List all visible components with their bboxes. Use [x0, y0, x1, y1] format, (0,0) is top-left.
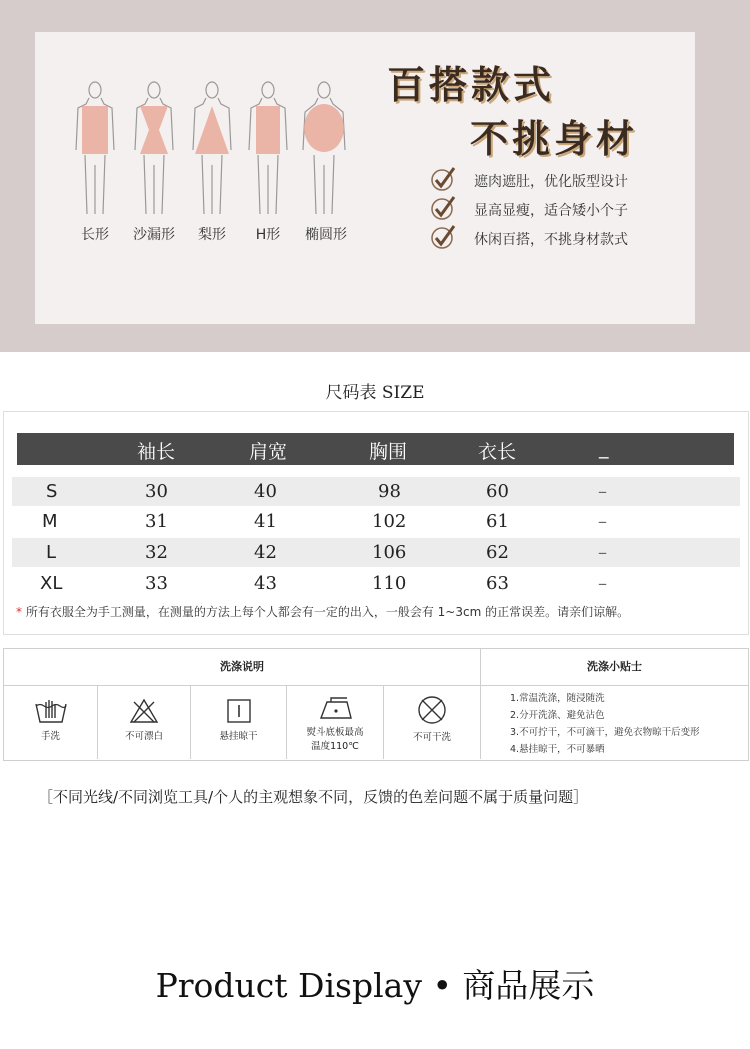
body-type-label: 梨形	[198, 227, 226, 243]
headline-1: 百搭款式	[387, 63, 556, 107]
length-cell: 62	[486, 542, 509, 563]
header-sleeve: 袖长	[137, 441, 176, 463]
care-tip: 2.分开洗涤、避免沾色	[510, 710, 605, 721]
body-figure-h-icon	[243, 80, 293, 220]
sleeve-cell: 32	[145, 542, 168, 563]
banner	[0, 0, 750, 352]
body-type-label: H形	[255, 227, 281, 243]
product-display-heading: Product Display • 商品展示	[155, 966, 595, 1005]
shoulder-cell: 40	[254, 481, 277, 502]
checkmark-icon	[430, 223, 458, 251]
care-item	[287, 686, 384, 759]
feature-text: 休闲百搭，不挑身材款式	[474, 232, 628, 248]
size-table-header	[17, 433, 734, 465]
measurement-note	[16, 603, 629, 620]
size-cell: S	[46, 481, 58, 502]
care-label-2: 温度110℃	[311, 741, 359, 752]
feature-text: 遮肉遮肚，优化版型设计	[474, 174, 628, 190]
body-type-label: 沙漏形	[133, 227, 175, 243]
sleeve-cell: 31	[145, 511, 168, 532]
body-figure-pear-icon	[187, 80, 237, 220]
size-cell: M	[42, 511, 58, 532]
care-tips-title: 洗涤小贴士	[481, 649, 748, 686]
length-cell: 63	[486, 573, 509, 594]
care-label: 不可干洗	[412, 732, 451, 743]
checkmark-icon	[430, 194, 458, 222]
body-type-label: 椭圆形	[305, 227, 347, 243]
length-cell: 61	[486, 511, 509, 532]
table-row	[12, 538, 740, 567]
size-table-title: 尺码表 SIZE	[325, 383, 425, 403]
header-extra: _	[599, 437, 609, 459]
extra-cell: –	[598, 542, 607, 563]
care-label: 手洗	[40, 731, 60, 742]
care-item	[191, 686, 287, 759]
hang-dry-icon	[226, 698, 252, 724]
care-tip: 1.常温洗涤，随浸随洗	[510, 693, 605, 704]
care-title: 洗涤说明	[4, 649, 481, 686]
header-chest: 胸围	[369, 441, 408, 463]
size-cell: L	[46, 542, 57, 563]
chest-cell: 110	[372, 573, 407, 594]
table-row	[12, 507, 740, 536]
care-item	[98, 686, 191, 759]
extra-cell: –	[598, 511, 607, 532]
extra-cell: –	[598, 481, 607, 502]
color-disclaimer: ［不同光线/不同浏览工具/个人的主观想象不同，反馈的色差问题不属于质量问题］	[38, 788, 589, 806]
banner-panel	[35, 32, 695, 324]
header-length: 衣长	[478, 441, 517, 463]
extra-cell: –	[598, 573, 607, 594]
checkmark-icon	[430, 165, 458, 193]
no-bleach-icon	[129, 698, 159, 724]
care-tip: 4.悬挂晾干，不可暴晒	[510, 744, 605, 755]
body-figure-long-icon	[70, 80, 120, 220]
note-text: 所有衣服全为手工测量，在测量的方法上每个人都会有一定的出入，一般会有 1~3cm 的正常误差。请亲们谅解。	[25, 605, 630, 619]
table-row	[12, 477, 740, 506]
body-type-label: 长形	[81, 227, 109, 243]
sleeve-cell: 30	[145, 481, 168, 502]
shoulder-cell: 43	[254, 573, 277, 594]
note-star: *	[16, 605, 22, 619]
length-cell: 60	[486, 481, 509, 502]
chest-cell: 98	[378, 481, 401, 502]
shoulder-cell: 42	[254, 542, 277, 563]
shoulder-cell: 41	[254, 511, 277, 532]
header-shoulder: 肩宽	[249, 441, 288, 463]
hand-wash-icon	[34, 698, 68, 724]
sleeve-cell: 33	[145, 573, 168, 594]
care-label: 熨斗底板最高	[306, 727, 364, 738]
body-figure-hourglass-icon	[129, 80, 179, 220]
care-label: 不可漂白	[124, 731, 163, 742]
size-cell: XL	[40, 573, 63, 594]
headline-2: 不挑身材	[470, 117, 639, 161]
care-label: 悬挂晾干	[219, 731, 258, 742]
chest-cell: 102	[372, 511, 407, 532]
care-tip: 3.不可拧干，不可滴干，避免衣物晾干后变形	[510, 727, 700, 738]
feature-text: 显高显瘦，适合矮小个子	[474, 203, 628, 219]
no-dry-clean-icon	[417, 695, 447, 725]
table-row	[12, 569, 740, 598]
chest-cell: 106	[372, 542, 407, 563]
care-tips-list	[510, 690, 700, 758]
care-item	[4, 686, 98, 759]
body-figure-oval-icon	[299, 80, 349, 220]
iron-icon	[317, 696, 353, 720]
care-item	[384, 686, 481, 759]
